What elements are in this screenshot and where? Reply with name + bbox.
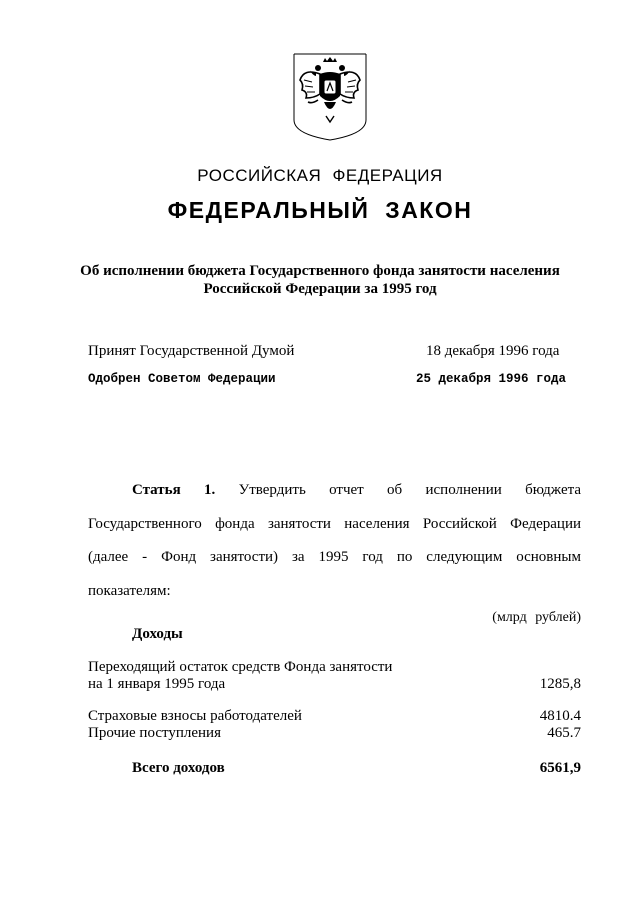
article-text: Утвердить отчет об исполнении бюджета Государственного фонда занятости населения Российской Федерации (далее - Фонд занятости) за 1995 год по следующим основным показателям: [88,482,581,599]
adoption-label: Принят Государственной Думой [88,343,295,359]
unit-label: (млрд рублей) [492,610,581,625]
table-row [88,725,581,742]
total-value: 6561,9 [539,760,581,776]
russian-emblem-icon [290,50,370,142]
row-label: Прочие поступления [88,725,221,741]
adoption-date: 25 декабря 1996 года [416,372,567,386]
row-label: на 1 января 1995 года [88,676,226,692]
document-type-heading: ФЕДЕРАЛЬНЫЙ ЗАКОН [167,197,473,223]
row-value: 465.7 [547,725,581,741]
article-number: Статья 1. [132,482,216,498]
table-row [88,659,581,693]
adoption-row-duma [88,343,588,360]
law-title [60,262,580,298]
row-label: Переходящий остаток средств Фонда занятости [88,659,393,675]
row-label: Страховые взносы работодателей [88,708,302,724]
country-heading: РОССИЙСКАЯ ФЕДЕРАЦИЯ [197,166,443,185]
total-row [88,760,581,777]
row-value: 4810.4 [539,708,581,724]
adoption-row-council [88,372,588,386]
section-heading-income: Доходы [132,626,183,642]
article-paragraph [88,474,581,608]
law-title-line: Российской Федерации за 1995 год [203,281,437,297]
table-row [88,708,581,725]
total-label: Всего доходов [132,760,225,776]
law-title-line: Об исполнении бюджета Государственного фонда занятости населения [80,263,560,279]
adoption-date: 18 декабря 1996 года [426,343,560,359]
row-value: 1285,8 [539,676,581,692]
adoption-label: Одобрен Советом Федерации [88,372,276,386]
